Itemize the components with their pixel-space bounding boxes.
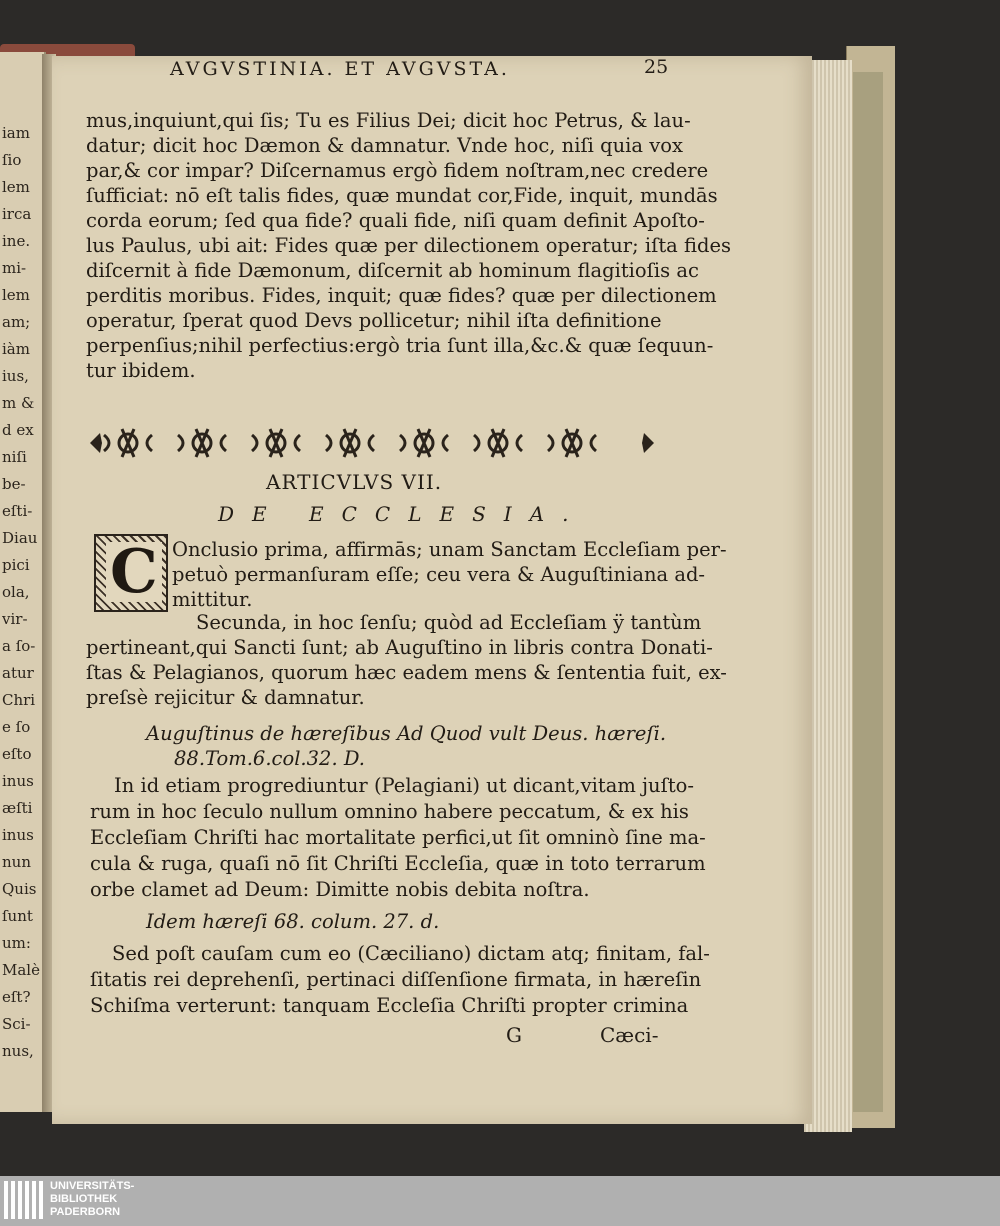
library-name (50, 1180, 134, 1219)
page-number: 25 (644, 56, 669, 78)
text-line: mittitur. (172, 588, 253, 611)
left-page-fragment: m & (2, 396, 35, 411)
left-page-fragment: eſt? (2, 990, 31, 1005)
left-page-fragment: ſio (2, 153, 22, 168)
left-page-fragment: irca (2, 207, 32, 222)
text-line: perpenſius;nihil perfectius:ergò tria ſunt illa,&c.& quæ ſequun- (86, 334, 714, 357)
text-line: datur; dicit hoc Dæmon & damnatur. Vnde hoc, niſi quia vox (86, 134, 683, 157)
left-page-fragment: Quis (2, 882, 37, 897)
left-page-fragment: am; (2, 315, 31, 330)
text-line: cula & ruga, quaſi nō ſit Chriſti Eccleſia, quæ in toto terrarum (90, 852, 706, 875)
text-line: ſtas & Pelagianos, quorum hæc eadem mens & ſententia fuit, ex- (86, 661, 727, 684)
left-page-fragment: d ex (2, 423, 34, 438)
left-page-fragment: inus (2, 774, 34, 789)
left-page-fragment: mi- (2, 261, 27, 276)
left-page-fragment: Sci- (2, 1017, 31, 1032)
catchword: Cæci- (600, 1023, 659, 1047)
text-line: pertineant,qui Sancti ſunt; ab Auguſtino in libris contra Donati- (86, 636, 713, 659)
left-page-fragment: inus (2, 828, 34, 843)
left-page-fragment: iam (2, 126, 30, 141)
left-page-fragment: Malè (2, 963, 40, 978)
article-subheading: DE ECCLESIA. (218, 502, 587, 526)
text-line: perditis moribus. Fides, inquit; quæ fides? quæ per dilectionem (86, 284, 717, 307)
text-line: corda eorum; ſed qua fide? quali fide, niſi quam definit Apoſto- (86, 209, 705, 232)
left-page-fragment: vir- (2, 612, 28, 627)
left-page-fragment: ine. (2, 234, 31, 249)
text-line: Sed poſt cauſam cum eo (Cæciliano) dictam atq; finitam, fal- (112, 942, 710, 965)
left-page-fragment: eſto (2, 747, 32, 762)
left-page-fragment: pici (2, 558, 30, 573)
text-line: ſufficiat: nō eſt talis fides, quæ mundat cor,Fide, inquit, mundās (86, 184, 718, 207)
left-page-fragment: niſi (2, 450, 27, 465)
left-page-fragment: atur (2, 666, 34, 681)
citation-line: 88.Tom.6.col.32. D. (174, 747, 365, 770)
library-logo-icon (4, 1181, 44, 1221)
text-line: orbe clamet ad Deum: Dimitte nobis debita noſtra. (90, 878, 590, 901)
text-line: petuò permanſuram eſſe; ceu vera & Auguſtiniana ad- (172, 563, 706, 586)
text-line: par,& cor impar? Diſcernamus ergò fidem noſtram,nec credere (86, 159, 709, 182)
left-page-fragment: æſti (2, 801, 33, 816)
article-heading: ARTICVLVS VII. (266, 470, 443, 494)
left-page-fragment: eſti- (2, 504, 33, 519)
text-line: Secunda, in hoc ſenſu; quòd ad Eccleſiam ÿ tantùm (196, 611, 702, 634)
left-page-fragment: nus, (2, 1044, 34, 1059)
text-line: Schiſma verterunt: tanquam Eccleſia Chriſti propter crimina (90, 994, 689, 1017)
citation-line: Auguſtinus de hæreſibus Ad Quod vult Deus. hæreſi. (146, 722, 667, 745)
text-line: lus Paulus, ubi ait: Fides quæ per dilectionem operatur; iſta fides (86, 234, 732, 257)
left-page-fragment: be- (2, 477, 26, 492)
left-page-fragment: nun (2, 855, 31, 870)
text-line: preſsè rejicitur & damnatur. (86, 686, 365, 709)
text-line: mus,inquiunt,qui ſis; Tu es Filius Dei; dicit hoc Petrus, & lau- (86, 109, 691, 132)
left-page-fragment: ſunt (2, 909, 33, 924)
text-line: Onclusio prima, affirmās; unam Sanctam Eccleſiam per- (172, 538, 727, 561)
text-line: tur ibidem. (86, 359, 196, 382)
text-line: ſitatis rei deprehenſi, pertinaci diſſenſione firmata, in hæreſin (90, 968, 702, 991)
initial-letter: C (106, 542, 162, 602)
running-head: AVGVSTINIA. ET AVGVSTA. (170, 58, 510, 80)
library-name-line: UNIVERSITÄTS- (50, 1180, 135, 1192)
text-line: Eccleſiam Chriſti hac mortalitate perfici,ut ſit omninò ſine ma- (90, 826, 706, 849)
right-cover (846, 46, 895, 1128)
library-footer (0, 1176, 1000, 1226)
library-name-line: BIBLIOTHEK (50, 1193, 118, 1205)
left-page-fragment: Diau (2, 531, 38, 546)
left-page-fragment: lem (2, 288, 30, 303)
text-line: diſcernit à fide Dæmonum, diſcernit ab hominum flagitioſis ac (86, 259, 699, 282)
left-page (0, 52, 46, 1112)
left-page-fragment: lem (2, 180, 30, 195)
decorated-initial (94, 534, 168, 612)
left-page-fragment: ola, (2, 585, 30, 600)
left-page-fragment: ius, (2, 369, 29, 384)
citation-idem: Idem hæreſi 68. colum. 27. d. (146, 910, 440, 933)
text-line: rum in hoc ſeculo nullum omnino habere peccatum, & ex his (90, 800, 689, 823)
text-line: operatur, ſperat quod Devs pollicetur; nihil iſta definitione (86, 309, 662, 332)
library-name-line: PADERBORN (50, 1206, 121, 1218)
left-page-fragment: Chri (2, 693, 36, 708)
left-page-fragment: e ſo (2, 720, 31, 735)
text-line: In id etiam progrediuntur (Pelagiani) ut dicant,vitam juſto- (114, 774, 694, 797)
left-page-fragment: iàm (2, 342, 30, 357)
left-page-fragment: um: (2, 936, 31, 951)
ornamental-divider (88, 424, 656, 462)
left-page-fragment: a ſo- (2, 639, 36, 654)
signature-mark: G (506, 1023, 522, 1047)
